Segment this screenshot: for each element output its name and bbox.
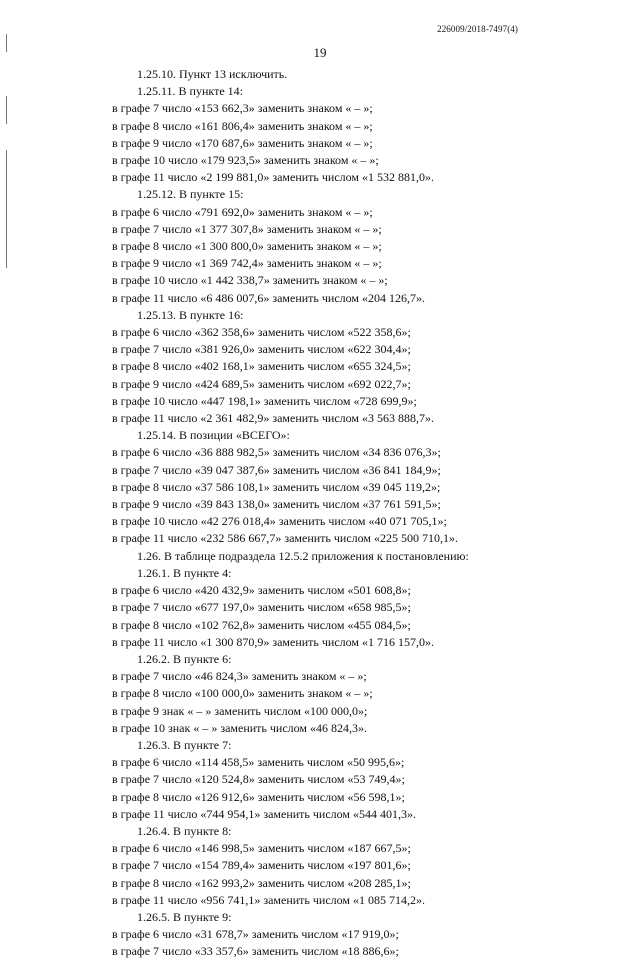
section-heading-line: 1.26.1. В пункте 4: — [137, 565, 232, 580]
section-heading-line: 1.25.13. В пункте 16: — [137, 307, 244, 322]
amendment-line: в графе 11 число «1 300 870,9» заменить числом «1 716 157,0». — [112, 634, 435, 649]
amendment-line: в графе 7 число «1 377 307,8» заменить знаком « – »; — [112, 221, 382, 236]
amendment-line: в графе 10 число «447 198,1» заменить числом «728 699,9»; — [112, 393, 417, 408]
amendment-line: в графе 7 число «153 662,3» заменить знаком « – »; — [112, 101, 373, 116]
section-heading-line: 1.26. В таблице подраздела 12.5.2 приложения к постановлению: — [137, 548, 469, 563]
section-heading-line: 1.25.11. В пункте 14: — [137, 84, 243, 99]
amendment-line: в графе 10 число «42 276 018,4» заменить числом «40 071 705,1»; — [112, 514, 447, 529]
amendment-line: в графе 7 число «154 789,4» заменить числом «197 801,6»; — [112, 858, 411, 873]
amendment-line: в графе 6 число «362 358,6» заменить числом «522 358,6»; — [112, 325, 411, 340]
amendment-line: в графе 9 число «170 687,6» заменить знаком « – »; — [112, 135, 373, 150]
amendment-line: в графе 7 число «381 926,0» заменить числом «622 304,4»; — [112, 342, 411, 357]
amendment-line: в графе 8 число «102 762,8» заменить числом «455 084,5»; — [112, 617, 411, 632]
section-heading-line: 1.26.2. В пункте 6: — [137, 651, 232, 666]
page-number: 19 — [313, 45, 327, 60]
amendment-line: в графе 8 число «1 300 800,0» заменить знаком « – »; — [112, 239, 382, 254]
section-heading-line: 1.26.3. В пункте 7: — [137, 737, 232, 752]
amendment-line: в графе 10 знак « – » заменить числом «46 824,3». — [112, 720, 368, 735]
amendment-line: в графе 11 число «956 741,1» заменить числом «1 085 714,2». — [112, 892, 426, 907]
amendment-line: в графе 8 число «162 993,2» заменить числом «208 285,1»; — [112, 875, 411, 890]
amendment-line: в графе 7 число «120 524,8» заменить числом «53 749,4»; — [112, 772, 405, 787]
section-heading-line: 1.26.5. В пункте 9: — [137, 909, 232, 924]
section-heading-line: 1.25.10. Пункт 13 исключить. — [137, 67, 288, 81]
amendment-line: в графе 11 число «744 954,1» заменить числом «544 401,3». — [112, 806, 417, 821]
amendment-line: в графе 8 число «126 912,6» заменить числом «56 598,1»; — [112, 789, 405, 804]
amendment-line: в графе 8 число «402 168,1» заменить числом «655 324,5»; — [112, 359, 411, 374]
amendment-line: в графе 6 число «146 998,5» заменить числом «187 667,5»; — [112, 841, 411, 856]
section-heading-line: 1.25.12. В пункте 15: — [137, 187, 244, 202]
section-heading-line: 1.25.14. В позиции «ВСЕГО»: — [137, 428, 290, 443]
amendment-line: в графе 8 число «100 000,0» заменить знаком « – »; — [112, 686, 373, 701]
amendment-line: в графе 6 число «791 692,0» заменить знаком « – »; — [112, 204, 373, 219]
amendment-line: в графе 11 число «6 486 007,6» заменить числом «204 126,7». — [112, 290, 426, 305]
binding-mark-lower — [6, 150, 7, 268]
amendment-line: в графе 6 число «114 458,5» заменить числом «50 995,6»; — [112, 755, 405, 770]
amendment-line: в графе 10 число «1 442 338,7» заменить знаком « – »; — [112, 273, 388, 288]
amendment-line: в графе 8 число «37 586 108,1» заменить числом «39 045 119,2»; — [112, 479, 441, 494]
amendment-line: в графе 9 знак « – » заменить числом «100 000,0»; — [112, 703, 368, 718]
amendment-line: в графе 7 число «33 357,6» заменить числом «18 886,6»; — [112, 944, 399, 959]
amendment-line: в графе 11 число «2 361 482,9» заменить числом «3 563 888,7». — [112, 411, 435, 426]
amendment-line: в графе 11 число «232 586 667,7» заменить числом «225 500 710,1». — [112, 531, 459, 546]
amendment-line: в графе 6 число «420 432,9» заменить числом «501 608,8»; — [112, 583, 411, 598]
amendment-line: в графе 6 число «36 888 982,5» заменить числом «34 836 076,3»; — [112, 445, 441, 460]
amendment-line: в графе 7 число «46 824,3» заменить знаком « – »; — [112, 669, 367, 684]
document-registration-code: 226009/2018-7497(4) — [437, 24, 518, 34]
amendment-line: в графе 9 число «39 843 138,0» заменить числом «37 761 591,5»; — [112, 497, 441, 512]
amendment-line: в графе 6 число «31 678,7» заменить числом «17 919,0»; — [112, 927, 399, 942]
document-body — [112, 66, 532, 961]
amendment-line: в графе 8 число «161 806,4» заменить знаком « – »; — [112, 118, 373, 133]
binding-mark-middle — [6, 96, 7, 124]
section-heading-line: 1.26.4. В пункте 8: — [137, 823, 232, 838]
amendment-line: в графе 9 число «424 689,5» заменить числом «692 022,7»; — [112, 376, 411, 391]
amendment-line: в графе 11 число «2 199 881,0» заменить числом «1 532 881,0». — [112, 170, 435, 185]
amendment-line: в графе 10 число «179 923,5» заменить знаком « – »; — [112, 153, 379, 168]
amendment-line: в графе 9 число «1 369 742,4» заменить знаком « – »; — [112, 256, 382, 271]
amendment-line: в графе 7 число «39 047 387,6» заменить числом «36 841 184,9»; — [112, 462, 441, 477]
amendment-line: в графе 7 число «677 197,0» заменить числом «658 985,5»; — [112, 600, 411, 615]
